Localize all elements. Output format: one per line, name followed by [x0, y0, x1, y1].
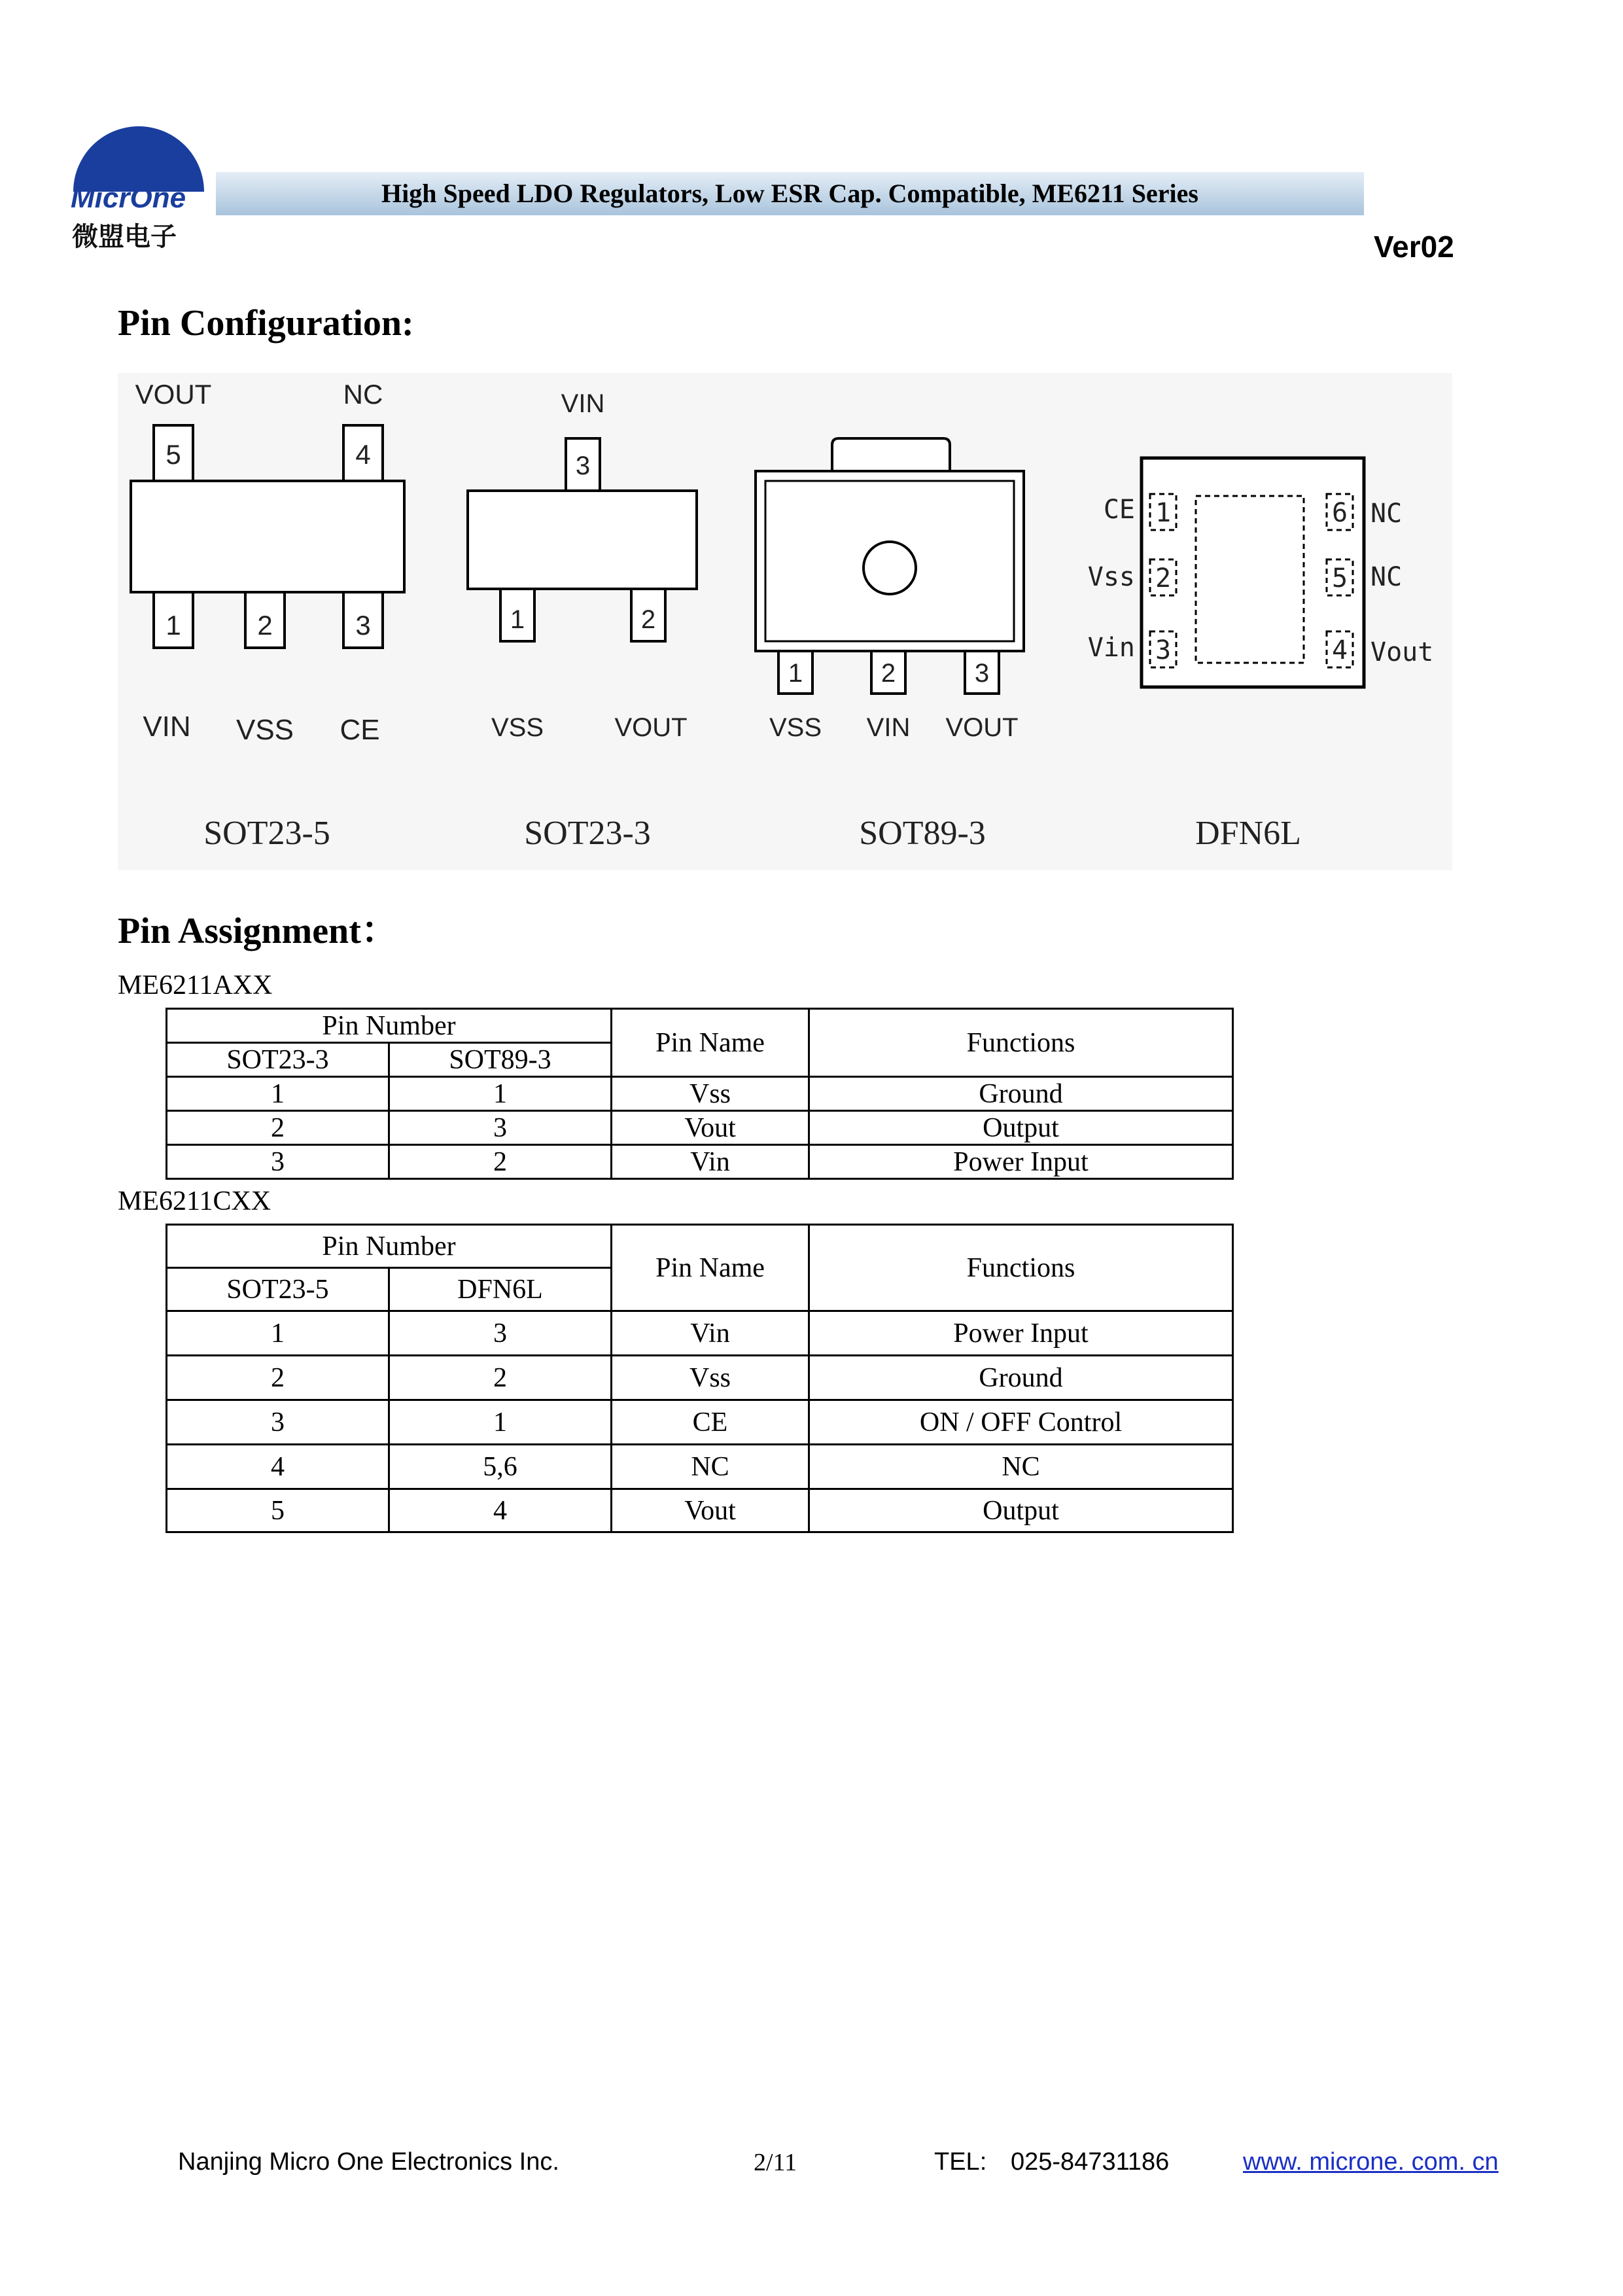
- table-row: 3 2 Vin Power Input: [167, 1145, 1233, 1179]
- pin-assignment-heading: Pin Assignment：: [118, 911, 398, 951]
- table-header-row: [167, 1009, 1233, 1043]
- package-header: SOT23-5: [167, 1268, 389, 1311]
- svg-text:VIN: VIN: [866, 713, 911, 742]
- svg-text:Vin: Vin: [1087, 633, 1135, 663]
- package-header: SOT23-3: [167, 1043, 389, 1077]
- svg-text:2: 2: [1155, 563, 1172, 593]
- svg-text:2: 2: [881, 659, 896, 688]
- package-name: SOT89-3: [859, 815, 986, 852]
- pin-assignment-table-axx: [166, 1008, 1234, 1180]
- footer-tel-label: TEL:: [934, 2148, 987, 2176]
- table-row: 2 3 Vout Output: [167, 1111, 1233, 1145]
- version-label: Ver02: [1374, 230, 1454, 264]
- pin-configuration-heading: Pin Configuration:: [118, 303, 414, 344]
- table-row: 5 4 Vout Output: [167, 1489, 1233, 1532]
- logo-cn-text: 微盟电子: [72, 222, 177, 252]
- pin-configuration-diagram: [118, 373, 1452, 870]
- svg-text:3: 3: [575, 451, 591, 480]
- website-link[interactable]: www. microne. com. cn: [1243, 2148, 1499, 2176]
- pin-name-header: Pin Name: [612, 1225, 809, 1311]
- svg-text:NC: NC: [1370, 562, 1403, 592]
- company-logo: [65, 121, 209, 252]
- table-row: 3 1 CE ON / OFF Control: [167, 1400, 1233, 1445]
- svg-text:NC: NC: [1370, 499, 1403, 529]
- functions-header: Functions: [809, 1009, 1233, 1077]
- svg-text:VSS: VSS: [769, 713, 822, 742]
- package-header: SOT89-3: [389, 1043, 612, 1077]
- svg-text:VOUT: VOUT: [614, 713, 688, 742]
- svg-text:1: 1: [510, 605, 525, 634]
- svg-text:CE: CE: [1103, 495, 1135, 525]
- table-title: ME6211CXX: [118, 1186, 271, 1216]
- dfn6l-package: [1142, 458, 1364, 687]
- footer-tel: 025-84731186: [1011, 2148, 1170, 2176]
- table-row: 1 1 Vss Ground: [167, 1077, 1233, 1111]
- svg-text:1: 1: [1155, 498, 1172, 528]
- svg-text:3: 3: [1155, 635, 1172, 665]
- svg-text:VSS: VSS: [236, 714, 294, 746]
- table-header-row: [167, 1225, 1233, 1268]
- package-name: SOT23-5: [203, 815, 330, 852]
- pin-name-header: Pin Name: [612, 1009, 809, 1077]
- svg-text:VSS: VSS: [491, 713, 544, 742]
- svg-text:4: 4: [1331, 635, 1348, 665]
- svg-text:VOUT: VOUT: [135, 379, 212, 410]
- svg-text:Vss: Vss: [1087, 562, 1135, 592]
- package-name: DFN6L: [1195, 815, 1301, 852]
- svg-text:3: 3: [974, 659, 990, 688]
- sot89-3-package: [756, 438, 1024, 694]
- footer-company: Nanjing Micro One Electronics Inc.: [178, 2148, 559, 2176]
- functions-header: Functions: [809, 1225, 1233, 1311]
- svg-text:4: 4: [355, 439, 371, 470]
- page-number: 2/11: [754, 2149, 797, 2176]
- package-header: DFN6L: [389, 1268, 612, 1311]
- table-row: 2 2 Vss Ground: [167, 1356, 1233, 1400]
- svg-text:5: 5: [166, 439, 181, 470]
- svg-text:Vout: Vout: [1370, 637, 1434, 667]
- banner-title: High Speed LDO Regulators, Low ESR Cap. Compatible, ME6211 Series: [381, 179, 1198, 208]
- svg-text:1: 1: [788, 659, 803, 688]
- table-row: 1 3 Vin Power Input: [167, 1311, 1233, 1356]
- pin-number-header: Pin Number: [167, 1225, 612, 1268]
- table-row: 4 5,6 NC NC: [167, 1445, 1233, 1489]
- svg-text:5: 5: [1331, 563, 1348, 593]
- svg-text:6: 6: [1331, 498, 1348, 528]
- header-banner: [216, 172, 1364, 215]
- svg-text:VIN: VIN: [561, 389, 605, 418]
- svg-text:1: 1: [166, 610, 181, 641]
- logo-text: MicrOne: [71, 182, 186, 214]
- svg-text:VIN: VIN: [143, 711, 191, 743]
- pin-assignment-table-cxx: [166, 1224, 1234, 1533]
- svg-text:2: 2: [640, 605, 656, 634]
- svg-text:NC: NC: [343, 379, 383, 410]
- svg-text:CE: CE: [340, 714, 380, 746]
- package-name: SOT23-3: [524, 815, 651, 852]
- svg-text:VOUT: VOUT: [945, 713, 1019, 742]
- table-title: ME6211AXX: [118, 970, 273, 1000]
- svg-text:2: 2: [257, 610, 273, 641]
- svg-text:3: 3: [355, 610, 371, 641]
- pin-number-header: Pin Number: [167, 1009, 612, 1043]
